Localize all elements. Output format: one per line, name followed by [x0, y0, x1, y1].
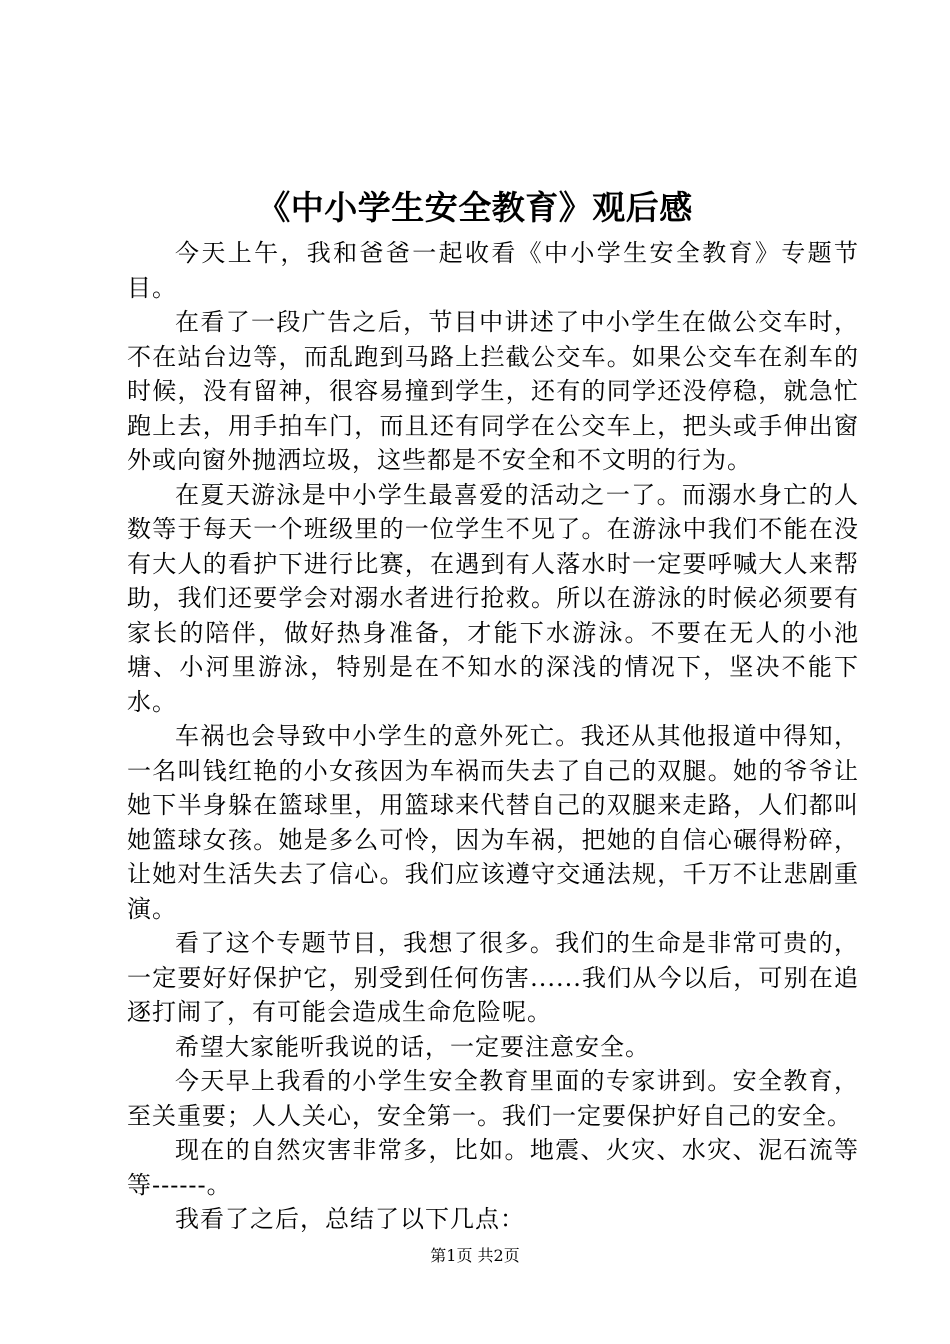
paragraph: 今天早上我看的小学生安全教育里面的专家讲到。安全教育，至关重要；人人关心，安全第一。我们一定要保护好自己的安全。	[127, 1067, 859, 1130]
paragraph: 车祸也会导致中小学生的意外死亡。我还从其他报道中得知，一名叫钱红艳的小女孩因为车祸而失去了自己的双腿。她的爷爷让她下半身躲在篮球里，用篮球来代替自己的双腿来走路，人们都叫她篮球女孩。她是多么可怜，因为车祸，把她的自信心碾得粉碎，让她对生活失去了信心。我们应该遵守交通法规，千万不让悲剧重演。	[127, 722, 859, 923]
paragraph: 我看了之后，总结了以下几点：	[175, 1205, 525, 1233]
paragraph: 看了这个专题节目，我想了很多。我们的生命是非常可贵的，一定要好好保护它，别受到任何伤害......我们从今以后，可别在追逐打闹了，有可能会造成生命危险呢。	[127, 929, 859, 1026]
paragraph: 希望大家能听我说的话，一定要注意安全。	[175, 1032, 650, 1061]
paragraph: 在看了一段广告之后，节目中讲述了中小学生在做公交车时，不在站台边等，而乱跑到马路上拦截公交车。如果公交车在刹车的时候，没有留神，很容易撞到学生，还有的同学还没停稳，就急忙跑上去，用手拍车门，而且还有同学在公交车上，把头或手伸出窗外或向窗外抛洒垃圾，这些都是不安全和不文明的行为。	[127, 308, 859, 474]
document-body	[127, 236, 859, 1237]
document-title: 《中小学生安全教育》观后感	[257, 188, 693, 227]
paragraph: 在夏天游泳是中小学生最喜爱的活动之一了。而溺水身亡的人数等于每天一个班级里的一位学生不见了。在游泳中我们不能在没有大人的看护下进行比赛，在遇到有人落水时一定要呼喊大人来帮助，我们还要学会对溺水者进行抢救。所以在游泳的时候必须要有家长的陪伴，做好热身准备，才能下水游泳。不要在无人的小池塘、小河里游泳，特别是在不知水的深浅的情况下，坚决不能下水。	[127, 480, 859, 716]
page-footer: 第1页 共2页	[430, 1246, 520, 1265]
paragraph: 今天上午，我和爸爸一起收看《中小学生安全教育》专题节目。	[127, 239, 859, 302]
paragraph: 现在的自然灾害非常多，比如。地震、火灾、水灾、泥石流等等------。	[127, 1136, 859, 1199]
